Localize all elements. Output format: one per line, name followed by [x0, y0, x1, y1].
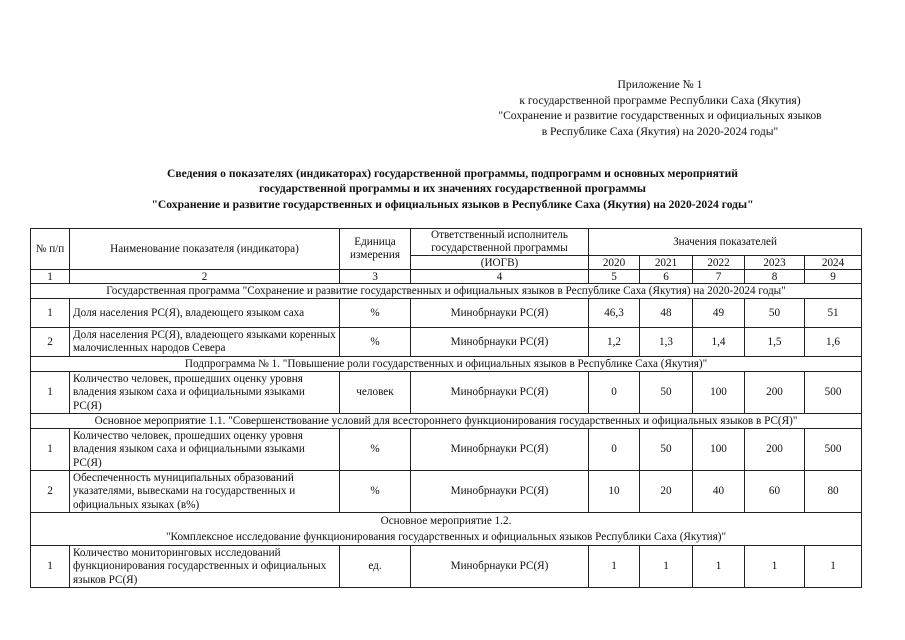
indicator-name: Количество человек, прошедших оценку уровня владения языком саха и официальными языками РС(Я) — [70, 429, 340, 471]
column-number: 7 — [693, 270, 745, 284]
value-2024: 500 — [805, 429, 862, 471]
row-num: 2 — [31, 471, 70, 513]
section-row — [31, 513, 862, 546]
appendix-line: Приложение № 1 — [617, 78, 703, 91]
column-number: 5 — [589, 270, 640, 284]
indicator-executor: Минобрнауки РС(Я) — [411, 372, 589, 414]
header-name: Наименование показателя (индикатора) — [70, 229, 340, 270]
document-title — [0, 166, 905, 212]
value-2023: 50 — [745, 299, 805, 328]
section-measure-1-2-title: "Комплексное исследование функционирования государственных и официальных языков Республики Саха (Якутия)" — [165, 531, 727, 544]
header-unit: Единица измерения — [340, 229, 411, 270]
value-2021: 20 — [640, 471, 693, 513]
value-2023: 200 — [745, 429, 805, 471]
section-measure-1-1: Основное мероприятие 1.1. "Совершенствование условий для всестороннего функционирования государственных и официальных языков в РС(Я)" — [31, 414, 862, 429]
header-year: 2022 — [693, 256, 745, 270]
value-2020: 10 — [589, 471, 640, 513]
header-executor-abbr: (ИОГВ) — [411, 256, 589, 270]
row-num: 1 — [31, 546, 70, 588]
value-2020: 0 — [589, 429, 640, 471]
column-number-row — [31, 270, 862, 284]
header-year: 2020 — [589, 256, 640, 270]
column-number: 9 — [805, 270, 862, 284]
value-2021: 48 — [640, 299, 693, 328]
table-header-row — [31, 229, 862, 256]
value-2022: 49 — [693, 299, 745, 328]
value-2022: 1 — [693, 546, 745, 588]
value-2021: 1 — [640, 546, 693, 588]
indicator-executor: Минобрнауки РС(Я) — [411, 429, 589, 471]
indicator-name: Количество человек, прошедших оценку уровня владения языком саха и официальными языками РС(Я) — [70, 372, 340, 414]
section-row — [31, 284, 862, 299]
value-2024: 51 — [805, 299, 862, 328]
column-number: 8 — [745, 270, 805, 284]
column-number: 6 — [640, 270, 693, 284]
appendix-line: в Республике Саха (Якутия) на 2020-2024 годы" — [541, 124, 779, 138]
table-row — [31, 328, 862, 357]
indicator-unit: % — [340, 328, 411, 357]
appendix-caption — [470, 77, 850, 139]
value-2020: 1 — [589, 546, 640, 588]
header-num: № п/п — [31, 229, 70, 270]
value-2021: 1,3 — [640, 328, 693, 357]
indicators-table — [30, 228, 862, 588]
section-row — [31, 357, 862, 372]
section-state-program: Государственная программа "Сохранение и развитие государственных и официальных языков в Республике Саха (Якутия) на 2020-2024 годы" — [31, 284, 862, 299]
value-2022: 100 — [693, 429, 745, 471]
value-2021: 50 — [640, 429, 693, 471]
row-num: 1 — [31, 299, 70, 328]
value-2020: 0 — [589, 372, 640, 414]
value-2021: 50 — [640, 372, 693, 414]
section-measure-1-2-number: Основное мероприятие 1.2. — [380, 515, 512, 528]
indicator-unit: ед. — [340, 546, 411, 588]
indicator-name: Доля населения РС(Я), владеющего языками коренных малочисленных народов Севера — [70, 328, 340, 357]
value-2022: 1,4 — [693, 328, 745, 357]
header-executor: Ответственный исполнитель государственной программы — [411, 229, 589, 256]
table-row — [31, 471, 862, 513]
value-2022: 40 — [693, 471, 745, 513]
title-line: Сведения о показателях (индикаторах) государственной программы, подпрограмм и основных мероприятий — [167, 167, 738, 180]
column-number: 3 — [340, 270, 411, 284]
indicator-executor: Минобрнауки РС(Я) — [411, 546, 589, 588]
header-year: 2023 — [745, 256, 805, 270]
header-year: 2024 — [805, 256, 862, 270]
header-year: 2021 — [640, 256, 693, 270]
title-line: "Сохранение и развитие государственных и официальных языков в Республике Саха (Якутия) на 2020-2024 годы" — [151, 197, 754, 211]
value-2023: 60 — [745, 471, 805, 513]
value-2020: 1,2 — [589, 328, 640, 357]
value-2023: 1,5 — [745, 328, 805, 357]
indicator-executor: Минобрнауки РС(Я) — [411, 471, 589, 513]
column-number: 1 — [31, 270, 70, 284]
header-values: Значения показателей — [589, 229, 862, 256]
indicator-name: Обеспеченность муниципальных образований указателями, вывесками на государственных и официальных языках (в%) — [70, 471, 340, 513]
value-2023: 200 — [745, 372, 805, 414]
value-2024: 1 — [805, 546, 862, 588]
column-number: 4 — [411, 270, 589, 284]
value-2024: 80 — [805, 471, 862, 513]
appendix-line: "Сохранение и развитие государственных и официальных языков — [498, 109, 822, 123]
appendix-line: к государственной программе Республики Саха (Якутия) — [519, 93, 801, 107]
title-line: государственной программы и их значениях государственной программы — [259, 182, 646, 196]
section-subprogram-1: Подпрограмма № 1. "Повышение роли государственных и официальных языков в Республике Саха (Якутия)" — [31, 357, 862, 372]
indicator-unit: % — [340, 429, 411, 471]
table-row — [31, 546, 862, 588]
table-row — [31, 429, 862, 471]
row-num: 1 — [31, 372, 70, 414]
indicator-name: Количество мониторинговых исследований функционирования государственных и официальных языков РС(Я) — [70, 546, 340, 588]
value-2020: 46,3 — [589, 299, 640, 328]
value-2024: 1,6 — [805, 328, 862, 357]
value-2023: 1 — [745, 546, 805, 588]
section-measure-1-2 — [31, 513, 862, 546]
section-row — [31, 414, 862, 429]
indicator-unit: % — [340, 299, 411, 328]
row-num: 1 — [31, 429, 70, 471]
indicator-unit: % — [340, 471, 411, 513]
row-num: 2 — [31, 328, 70, 357]
indicator-executor: Минобрнауки РС(Я) — [411, 299, 589, 328]
indicator-name: Доля населения РС(Я), владеющего языком саха — [70, 299, 340, 328]
value-2022: 100 — [693, 372, 745, 414]
value-2024: 500 — [805, 372, 862, 414]
table-row — [31, 299, 862, 328]
table-row — [31, 372, 862, 414]
indicator-unit: человек — [340, 372, 411, 414]
column-number: 2 — [70, 270, 340, 284]
indicator-executor: Минобрнауки РС(Я) — [411, 328, 589, 357]
